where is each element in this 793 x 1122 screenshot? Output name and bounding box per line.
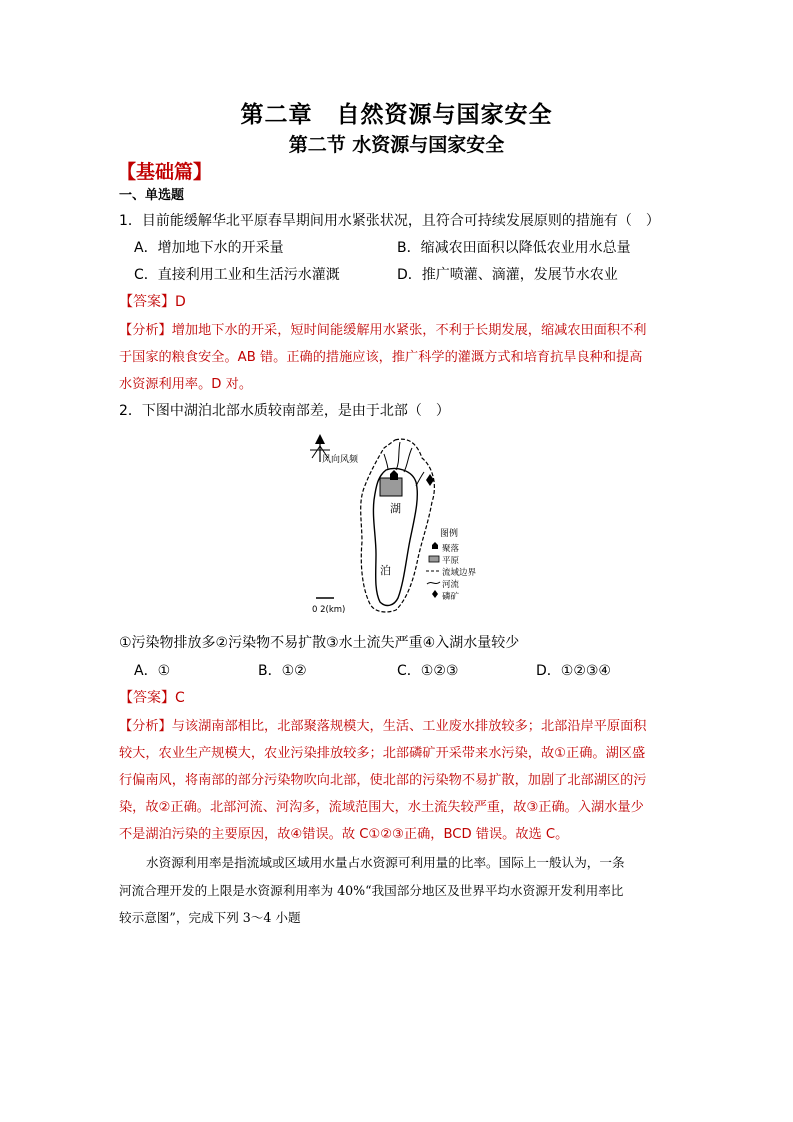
q1-option-d: D．推广喷灌、滴灌，发展节水农业 [397,267,618,283]
legend-boundary: 流域边界 [442,568,477,578]
plain-area [380,478,402,496]
legend-mine: 磷矿 [442,592,460,602]
q2-analysis-line-4: 染，故②正确。北部河流、河沟多，流域范围大，水土流失较严重，故③正确。入湖水量少 [119,800,644,815]
q1-analysis-line-2: 于国家的粮食安全。AB 错。正确的措施应该，推广科学的灌溉方式和培育抗旱良种和提高 [119,350,643,365]
q1-analysis-line-3: 水资源利用率。D 对。 [119,377,253,392]
legend-plain-swatch [429,556,439,562]
lake-label-2: 泊 [380,564,391,577]
chapter-title: 第二章 自然资源与国家安全 [240,101,553,128]
q2-analysis-line-3: 行偏南风，将南部的部分污染物吹向北部，使北部的污染物不易扩散，加剧了北部湖区的污 [119,773,647,788]
river-3 [384,454,388,470]
q2-analysis-line-2: 较大，农业生产规模大，农业污染排放较多；北部磷矿开采带来水污染，故①正确。湖区盛 [119,746,646,761]
q2-stem: 2．下图中湖泊北部水质较南部差，是由于北部（ ） [119,403,450,419]
q1-answer-label: 【答案】 [119,294,175,310]
section-title: 第二节 水资源与国家安全 [288,134,505,156]
q2-option-d: D．①②③④ [536,663,611,679]
q1-option-a: A．增加地下水的开采量 [134,240,284,256]
q2-analysis-text-1: 与该湖南部相比，北部聚落规模大，生活、工业废水排放较多；北部沿岸平原面积 [171,719,647,734]
q2-statements: ①污染物排放多②污染物不易扩散③水土流失严重④入湖水量较少 [119,635,520,651]
q2-analysis-line-1 [119,715,647,734]
question-type-heading: 一、单选题 [119,188,185,203]
map-legend [426,527,477,602]
passage-line-3: 较示意图”，完成下列 3～4 小题 [119,910,301,925]
river-2 [404,448,412,472]
legend-river: 河流 [442,580,460,590]
q1-stem: 1．目前能缓解华北平原春旱期间用水紧张状况，且符合可持续发展原则的措施有（ ） [119,213,660,229]
q1-answer [119,291,186,311]
legend-settlement: 聚落 [442,544,460,554]
passage-line-1: 水资源利用率是指流域或区域用水量占水资源可利用量的比率。国际上一般认为，一条 [146,855,625,870]
legend-mine-icon [432,590,438,598]
q1-analysis-text-1: 增加地下水的开采，短时间能缓解用水紧张，不利于长期发展，缩减农田面积不利 [171,323,647,338]
q1-option-c: C．直接利用工业和生活污水灌溉 [134,267,340,283]
q2-answer-label: 【答案】 [119,690,175,706]
legend-river-swatch [427,582,440,584]
river-1 [396,442,400,470]
q2-answer [119,687,185,707]
legend-title: 图例 [440,529,459,539]
river-4 [416,472,424,486]
wind-label: 风向风频 [322,455,359,465]
q2-option-c: C．①②③ [397,663,459,679]
q1-analysis-line-1 [119,319,647,338]
q1-answer-value: D [175,294,186,310]
q2-analysis-line-5: 不是湖泊污染的主要原因，故④错误。故 C①②③正确，BCD 错误。故选 C。 [119,827,569,842]
level-tag: 【基础篇】 [117,161,213,183]
lake-basin-map [300,432,500,620]
legend-settlement-icon [432,542,438,549]
lake-label-1: 湖 [390,502,401,515]
q2-option-b: B．①② [258,663,307,679]
passage-line-2: 河流合理开发的上限是水资源利用率为 40%“我国部分地区及世界平均水资源开发利用率比 [119,883,624,898]
legend-plain: 平原 [442,556,460,566]
scale-label: 0 2(km) [312,605,346,615]
q2-analysis-label: 【分析】 [119,719,172,734]
q1-analysis-label: 【分析】 [119,323,172,338]
q2-option-a: A．① [134,663,171,679]
q2-answer-value: C [175,690,185,706]
q1-option-b: B．缩减农田面积以降低农业用水总量 [397,240,631,256]
